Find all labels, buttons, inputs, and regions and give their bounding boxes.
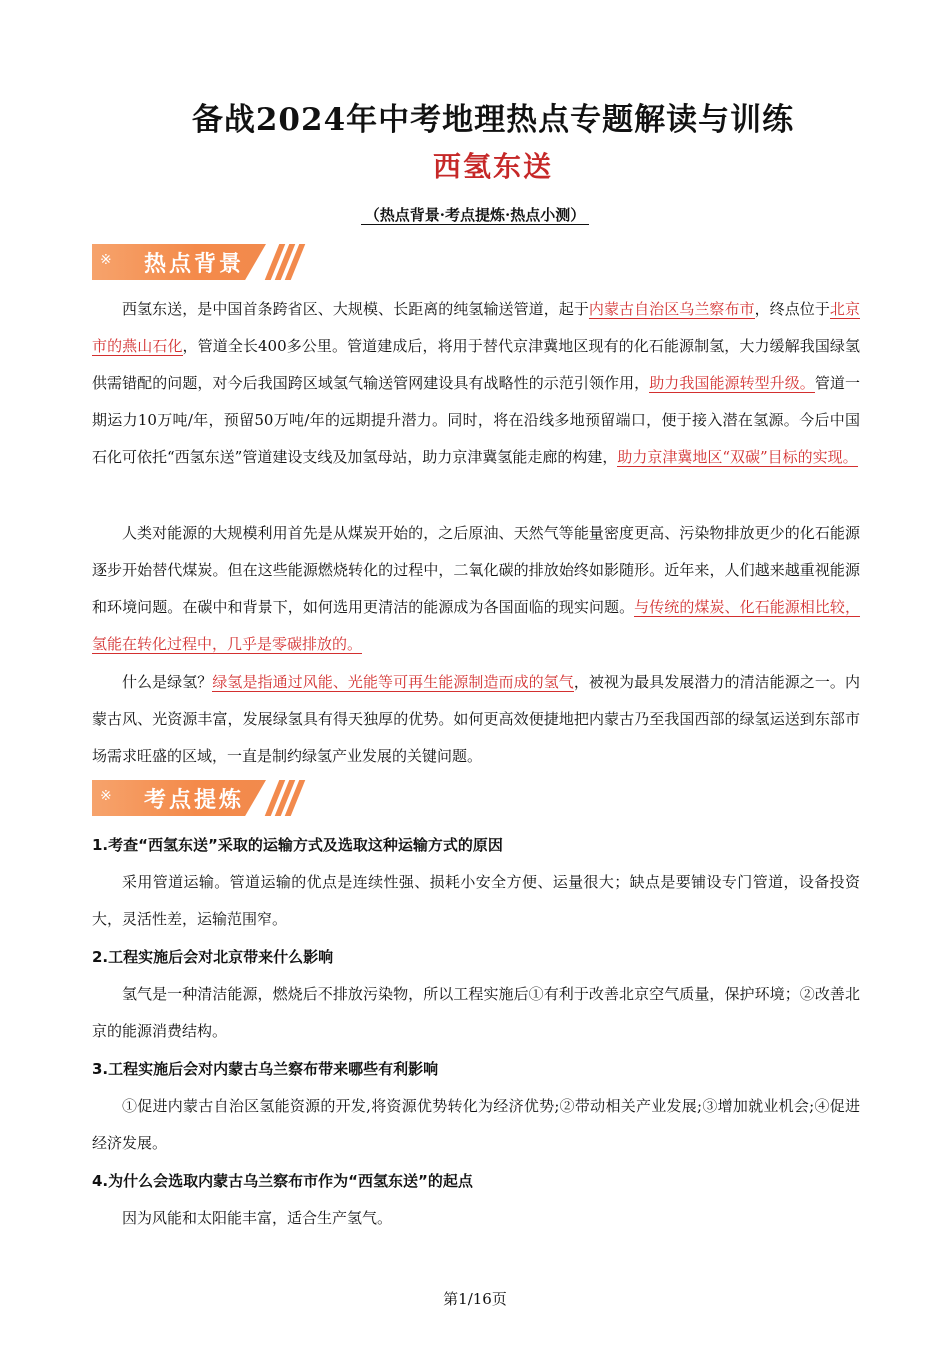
highlight-run: 北京市的燕山石化 [92, 300, 860, 355]
answer-4: 因为风能和太阳能丰富，适合生产氢气。 [122, 1209, 393, 1227]
section-label: 热点背景 [144, 252, 245, 277]
asterism-icon: ※ [100, 252, 112, 268]
question-3: 3.工程实施后会对内蒙古乌兰察布带来哪些有利影响 [92, 1060, 439, 1078]
text-run: 管道一期运力10万吨/年，预留50万吨/年的远期提升潜力。同时，将在沿线多地预留端口，便于接入潜在氢源。今后中国石化可依托“西氢东送”管道建设支线及加氢母站，助力京津冀氢能走廊的构建， [92, 374, 860, 466]
section-header-background [92, 244, 304, 280]
question-2: 2.工程实施后会对北京带来什么影响 [92, 948, 334, 966]
background-paragraph-1 [92, 291, 860, 476]
question-4: 4.为什么会选取内蒙古乌兰察布市作为“西氢东送”的起点 [92, 1172, 473, 1190]
text-run: ，管道全长400多公里。管道建成后，将用于替代京津冀地区现有的化石能源制氢，大力缓解我国绿氢供需错配的问题，对今后我国跨区域氢气输送管网建设具有战略性的示范引领作用， [92, 337, 860, 392]
highlight-run: 助力京津冀地区“双碳”目标的实现。 [617, 448, 858, 466]
asterism-icon: ※ [100, 788, 112, 804]
highlight-run: 与传统的煤炭、化石能源相比较，氢能在转化过程中，几乎是零碳排放的。 [92, 598, 860, 653]
highlight-run: 助力我国能源转型升级。 [649, 374, 815, 392]
highlight-run: 绿氢是指通过风能、光能等可再生能源制造而成的氢气 [212, 673, 574, 691]
text-run: 什么是绿氢？ [122, 673, 213, 691]
question-1: 1.考查“西氢东送”采取的运输方式及选取这种运输方式的原因 [92, 836, 503, 854]
tagline-text: （热点背景·考点提炼·热点小测） [361, 206, 589, 225]
answer-3: ①促进内蒙古自治区氢能资源的开发,将资源优势转化为经济优势;②带动相关产业发展;③增加就业机会;④促进经济发展。 [92, 1097, 860, 1152]
text-run: 人类对能源的大规模利用首先是从煤炭开始的，之后原油、天然气等能量密度更高、污染物排放更少的化石能源逐步开始替代煤炭。但在这些能源燃烧转化的过程中，二氧化碳的排放始终如影随形。近年来，人们越来越重视能源和环境问题。在碳中和背景下，如何选用更清洁的能源成为各国面临的现实问题。 [92, 524, 860, 616]
highlight-run: 内蒙古自治区乌兰察布市 [588, 300, 755, 318]
text-run: 西氢东送，是中国首条跨省区、大规模、长距离的纯氢输送管道，起于 [122, 300, 589, 318]
document-subtitle: 西氢东送 [432, 150, 553, 183]
section-header-points [92, 780, 304, 816]
answer-2: 氢气是一种清洁能源，燃烧后不排放污染物，所以工程实施后①有利于改善北京空气质量，保护环境；②改善北京的能源消费结构。 [92, 985, 860, 1040]
text-run: ，终点位于 [754, 300, 830, 318]
page-number: 第1/16页 [443, 1290, 507, 1308]
text-run: ，被视为最具发展潜力的清洁能源之一。内蒙古风、光资源丰富，发展绿氢具有得天独厚的优势。如何更高效便捷地把内蒙古乃至我国西部的绿氢运送到东部市场需求旺盛的区域，一直是制约绿氢产业发展的关键问题。 [92, 673, 860, 765]
section-tagline [0, 204, 950, 225]
answer-1: 采用管道运输。管道运输的优点是连续性强、损耗小安全方便、运量很大；缺点是要铺设专门管道，设备投资大，灵活性差，运输范围窄。 [92, 873, 860, 928]
section-label: 考点提炼 [144, 788, 245, 813]
background-paragraph-2 [92, 515, 860, 663]
background-paragraph-3 [92, 664, 860, 775]
document-title: 备战2024年中考地理热点专题解读与训练 [191, 102, 795, 138]
